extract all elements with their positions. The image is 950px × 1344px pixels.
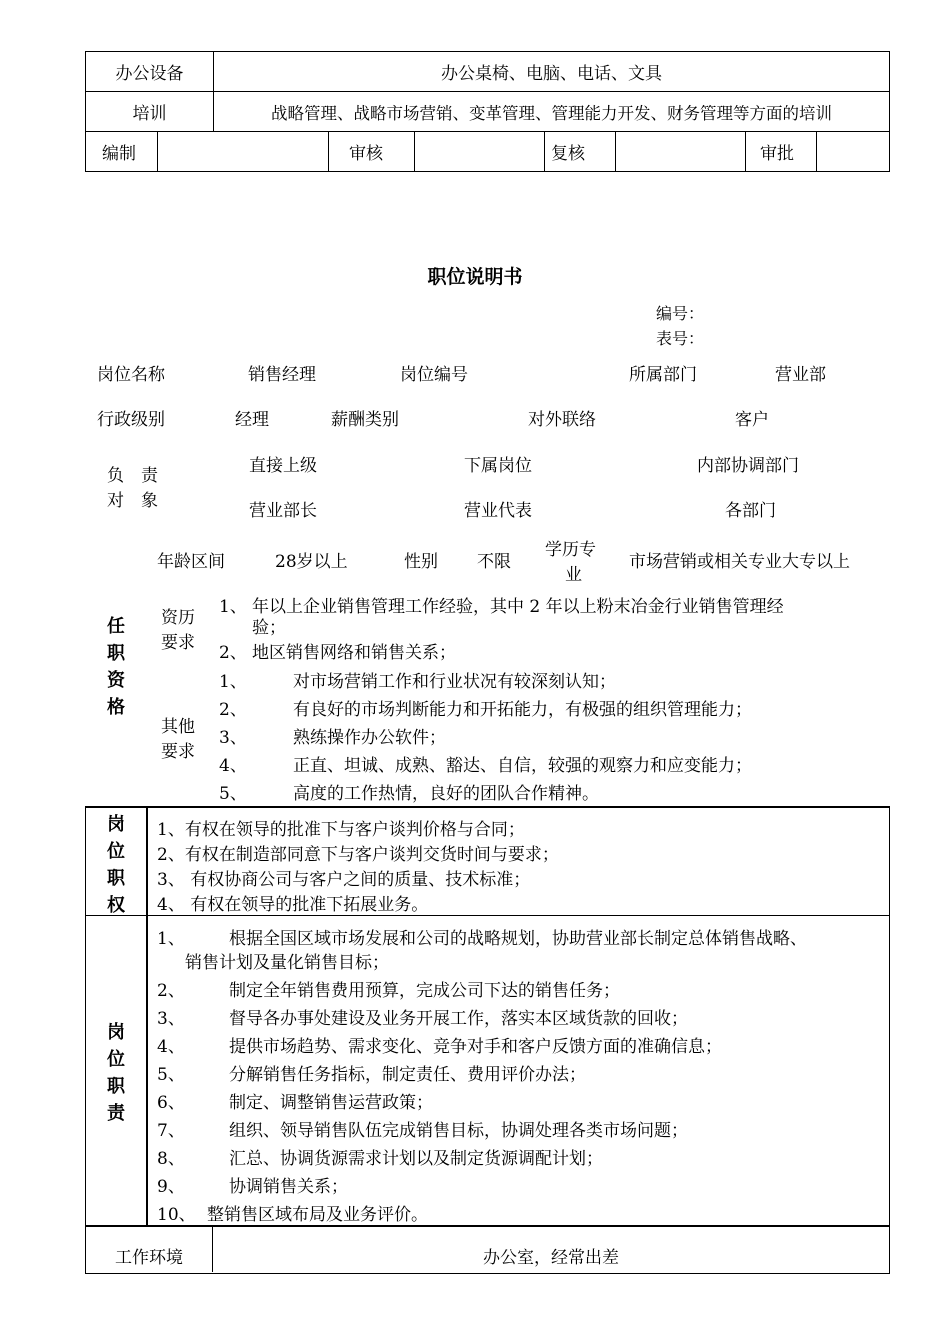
internal-coordination-label: 内部协调部门 (697, 456, 799, 476)
experience-item-text: 地区销售网络和销售关系； (252, 643, 456, 663)
column-divider (146, 806, 148, 1227)
duty-item-number: 6、 (157, 1093, 185, 1113)
internal-coordination-value: 各部门 (725, 501, 776, 521)
other-requirements-label-line1: 其他 (161, 717, 195, 737)
authority-item: 1、有权在领导的批准下与客户谈判价格与合同； (157, 820, 525, 840)
duty-item (157, 1088, 433, 1113)
other-requirement-item (219, 667, 616, 692)
qualification-side-char: 资 (107, 670, 125, 691)
superior-label: 直接上级 (249, 456, 317, 476)
compile-signature-cell (158, 132, 329, 172)
experience-item (219, 613, 286, 638)
authority-side-label (104, 811, 128, 919)
admin-level-label: 行政级别 (97, 410, 165, 430)
review-label: 审核 (329, 132, 415, 172)
duty-item-text: 整销售区域布局及业务评价。 (207, 1205, 428, 1225)
duty-item-text: 督导各办事处建设及业务开展工作，落实本区域货款的回收； (229, 1009, 688, 1029)
duty-item-text: 根据全国区域市场发展和公司的战略规划，协助营业部长制定总体销售战略、 (229, 929, 807, 949)
other-requirement-number: 2、 (219, 700, 247, 720)
duty-item (157, 1060, 586, 1085)
recheck-label: 复核 (545, 132, 616, 172)
duty-item (185, 948, 389, 973)
other-requirement-item (219, 779, 599, 804)
top-info-table (85, 51, 890, 172)
recheck-signature-cell (616, 132, 746, 172)
qualification-side-char: 任 (107, 616, 125, 637)
experience-label-line1: 资历 (161, 608, 195, 628)
duty-item-text: 组织、领导销售队伍完成销售目标，协调处理各类市场问题； (229, 1121, 688, 1141)
training-value: 战略管理、战略市场营销、变革管理、管理能力开发、财务管理等方面的培训 (214, 92, 890, 132)
duties-side-char: 职 (107, 1076, 125, 1097)
post-name-value: 销售经理 (248, 365, 316, 385)
review-signature-cell (415, 132, 545, 172)
other-requirement-item (219, 723, 446, 748)
compile-label: 编制 (86, 132, 158, 172)
duty-item-number: 1、 (157, 929, 185, 949)
authority-item: 3、 有权协商公司与客户之间的质量、技术标准； (157, 870, 531, 890)
duty-item (157, 1032, 722, 1057)
other-requirement-number: 3、 (219, 728, 247, 748)
approve-label: 审批 (746, 132, 817, 172)
duties-side-char: 责 (107, 1103, 125, 1124)
salary-category-label: 薪酬类别 (331, 410, 399, 430)
approve-signature-cell (817, 132, 890, 172)
experience-item (219, 638, 456, 663)
duty-item (157, 1172, 348, 1197)
experience-label-line2: 要求 (161, 633, 195, 653)
education-label-line1: 学历专 (545, 540, 596, 560)
experience-item-text: 年以上企业销售管理工作经验，其中 2 年以上粉末冶金行业销售管理经 (252, 597, 784, 617)
office-equipment-label: 办公设备 (86, 52, 214, 92)
other-requirement-text: 有良好的市场判断能力和开拓能力，有极强的组织管理能力； (293, 700, 752, 720)
duty-item-number: 8、 (157, 1149, 185, 1169)
other-requirement-item (219, 695, 752, 720)
duty-item-text: 制定全年销售费用预算，完成公司下达的销售任务； (229, 981, 620, 1001)
admin-level-value: 经理 (235, 410, 269, 430)
row-divider (85, 1225, 890, 1227)
gender-value: 不限 (477, 552, 511, 572)
experience-item-number: 1、 (219, 597, 247, 617)
row-divider (85, 915, 890, 916)
responsible-label-line1: 负 责 (107, 466, 158, 486)
duty-item-text: 协调销售关系； (229, 1177, 348, 1197)
authority-side-char: 权 (107, 895, 125, 916)
duty-item-number: 5、 (157, 1065, 185, 1085)
duty-item-text: 提供市场趋势、需求变化、竞争对手和客户反馈方面的准确信息； (229, 1037, 722, 1057)
qualification-side-label (104, 613, 128, 721)
other-requirement-text: 熟练操作办公软件； (293, 728, 446, 748)
gender-label: 性别 (404, 552, 438, 572)
age-range-value: 28岁以上 (275, 552, 348, 572)
duty-item (157, 1116, 688, 1141)
experience-item-number: 2、 (219, 643, 247, 663)
duty-item (157, 1004, 688, 1029)
experience-item (219, 592, 784, 617)
duty-item-text: 销售计划及量化销售目标； (185, 953, 389, 973)
duty-item (157, 924, 807, 949)
duties-side-char: 位 (107, 1049, 125, 1070)
department-value: 营业部 (775, 365, 826, 385)
duty-item (157, 976, 620, 1001)
duty-item-number: 9、 (157, 1177, 185, 1197)
duty-item-number: 3、 (157, 1009, 185, 1029)
document-title: 职位说明书 (427, 266, 523, 288)
work-environment-value: 办公室，经常出差 (483, 1248, 619, 1268)
authority-item: 4、 有权在领导的批准下拓展业务。 (157, 895, 429, 915)
authority-side-char: 职 (107, 868, 125, 889)
subordinate-label: 下属岗位 (464, 456, 532, 476)
duties-side-char: 岗 (107, 1022, 125, 1043)
other-requirement-item (219, 751, 752, 776)
training-label: 培训 (86, 92, 214, 132)
other-requirement-text: 高度的工作热情，良好的团队合作精神。 (293, 784, 599, 804)
qualification-side-char: 职 (107, 643, 125, 664)
duties-side-label (104, 1019, 128, 1127)
duty-item-text: 制定、调整销售运营政策； (229, 1093, 433, 1113)
serial-number-label: 编号： (656, 304, 705, 323)
duty-item-number: 4、 (157, 1037, 185, 1057)
other-requirement-number: 5、 (219, 784, 247, 804)
authority-side-char: 位 (107, 841, 125, 862)
post-name-label: 岗位名称 (97, 365, 165, 385)
duty-item (157, 1200, 428, 1225)
other-requirement-text: 正直、坦诚、成熟、豁达、自信，较强的观察力和应变能力； (293, 756, 752, 776)
authority-item: 2、有权在制造部同意下与客户谈判交货时间与要求； (157, 845, 559, 865)
other-requirement-number: 1、 (219, 672, 247, 692)
superior-value: 营业部长 (249, 501, 317, 521)
experience-item-text: 验； (252, 618, 286, 638)
education-value: 市场营销或相关专业大专以上 (629, 552, 850, 572)
external-contact-value: 客户 (735, 410, 769, 430)
other-requirement-text: 对市场营销工作和行业状况有较深刻认知； (293, 672, 616, 692)
authority-side-char: 岗 (107, 814, 125, 835)
other-requirement-number: 4、 (219, 756, 247, 776)
duty-item-number: 2、 (157, 981, 185, 1001)
age-range-label: 年龄区间 (157, 552, 225, 572)
form-number-label: 表号： (656, 329, 705, 348)
subordinate-value: 营业代表 (464, 501, 532, 521)
responsible-label-line2: 对 象 (107, 491, 158, 511)
other-requirements-label-line2: 要求 (161, 742, 195, 762)
duty-item-number: 10、 (157, 1205, 196, 1225)
post-code-label: 岗位编号 (400, 365, 468, 385)
office-equipment-value: 办公桌椅、电脑、电话、文具 (214, 52, 890, 92)
external-contact-label: 对外联络 (528, 410, 596, 430)
duty-item-text: 汇总、协调货源需求计划以及制定货源调配计划； (229, 1149, 603, 1169)
department-label: 所属部门 (629, 365, 697, 385)
work-environment-label: 工作环境 (115, 1248, 183, 1268)
duty-item-number: 7、 (157, 1121, 185, 1141)
education-label-line2: 业 (565, 565, 582, 585)
duty-item-text: 分解销售任务指标，制定责任、费用评价办法； (229, 1065, 586, 1085)
duty-item (157, 1144, 603, 1169)
qualification-side-char: 格 (107, 697, 125, 718)
